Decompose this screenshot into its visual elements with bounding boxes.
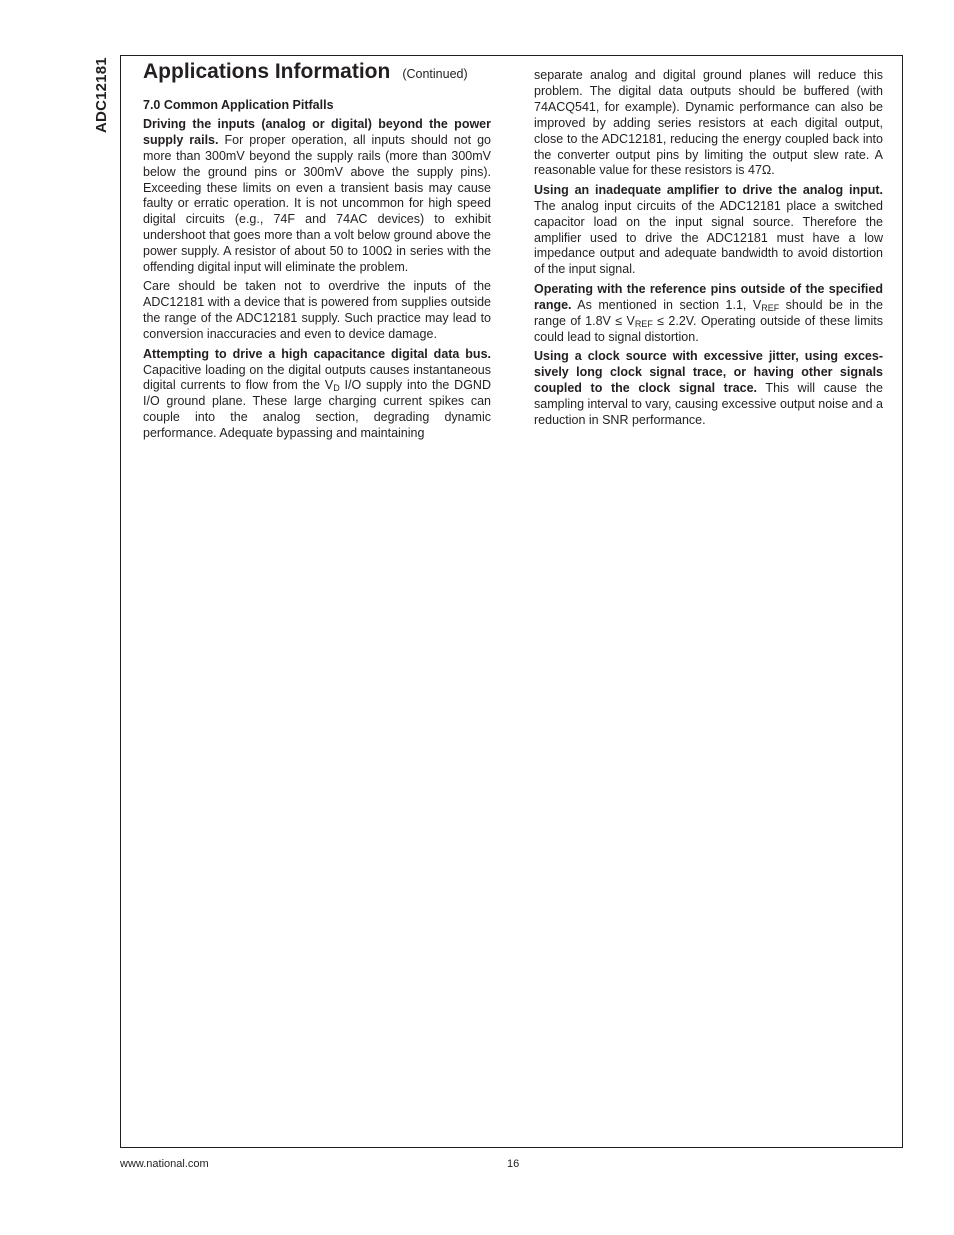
paragraph-capacitance-bus <box>143 347 491 442</box>
paragraph-text: The analog input circuits of the ADC12181 place a switched capacitor load on the input signal source. Therefore the amplifier used to drive the ADC12181 must have a low impedance output and adequate bandwidth to avoid distortion of the input signal. <box>534 198 883 277</box>
paragraph-overdrive: Care should be taken not to overdrive the inputs of the ADC12181 with a device that is powered from supplies outside the range of the ADC12181 supply. Such practice may lead to conversion inaccuracies and even to device damage. <box>143 279 491 342</box>
content-frame <box>120 55 903 1148</box>
page-number: 16 <box>507 1158 520 1170</box>
paragraph-ground-planes: separate analog and digital ground planes will reduce this problem. The digital data outputs should be buffered (with 74ACQ541, for example). Dynamic performance can also be improved by adding series resistors at each digital output, close to the ADC12181, reducing the energy coupled back into the converter output pins by limiting the output slew rate. A reasonable value for these resistors is 47Ω. <box>534 68 883 178</box>
pitfall-title: Operating with the reference pins outside of the specified range. <box>534 281 883 312</box>
paragraph-reference-pins <box>534 282 883 346</box>
part-number-side-label: ADC12181 <box>93 57 110 133</box>
subscript: REF <box>634 318 653 329</box>
paragraph-text: should be in the range of 1.8V ≤ V <box>534 297 883 328</box>
paragraph-supply-rails <box>143 117 491 276</box>
paragraph-text: Capacitive loading on the digital outputs causes instantaneous digital currents to flow from the V <box>143 362 491 393</box>
paragraph-text: For proper operation, all inputs should not go more than 300mV beyond the supply rails (more than 300mV below the ground pins or 300mV above the supply pins). Exceeding these limits on even a transient basis may cause faulty or erratic operation. It is not uncommon for high speed digital circuits (e.g., 74F and 74AC devices) to exhibit undershoot that goes more than a volt below ground above the power supply. A resistor of about 50 to 100Ω in series with the offending digital input will eliminate the problem. <box>143 132 491 275</box>
paragraph-text: I/O supply into the DGND I/O ground plane. These large charging current spikes can couple into the analog section, degrading dynamic performance. Adequate bypassing and maintaining <box>143 378 491 441</box>
right-column <box>534 56 883 432</box>
continued-label: (Continued) <box>402 67 468 81</box>
section-header <box>143 60 491 94</box>
paragraph-amplifier <box>534 183 883 278</box>
paragraph-text: As mentioned in section 1.1, V <box>571 297 762 312</box>
subscript: REF <box>761 302 780 313</box>
section-heading: 7.0 Common Application Pitfalls <box>143 98 334 112</box>
left-column <box>143 56 491 446</box>
pitfall-title: Using an inadequate amplifier to drive the analog input. <box>534 182 883 197</box>
paragraph-text: ≤ 2.2V. Operating outside of these limits could lead to signal distortion. <box>534 313 883 344</box>
pitfall-title: Using a clock source with excessive jitter, using excessively long clock signal trace, or having other signals coupled to the clock signal trace. <box>534 348 883 395</box>
subscript: D <box>333 383 340 394</box>
paragraph-text: This will cause the sampling interval to vary, causing excessive output noise and a reduction in SNR performance. <box>534 380 883 427</box>
paragraph-clock-jitter <box>534 349 883 429</box>
pitfall-title: Attempting to drive a high capacitance digital data bus. <box>143 346 491 361</box>
pitfall-title: Driving the inputs (analog or digital) beyond the power supply rails. <box>143 116 491 147</box>
page-title: Applications Information <box>143 60 391 83</box>
footer-url: www.national.com <box>120 1158 209 1170</box>
